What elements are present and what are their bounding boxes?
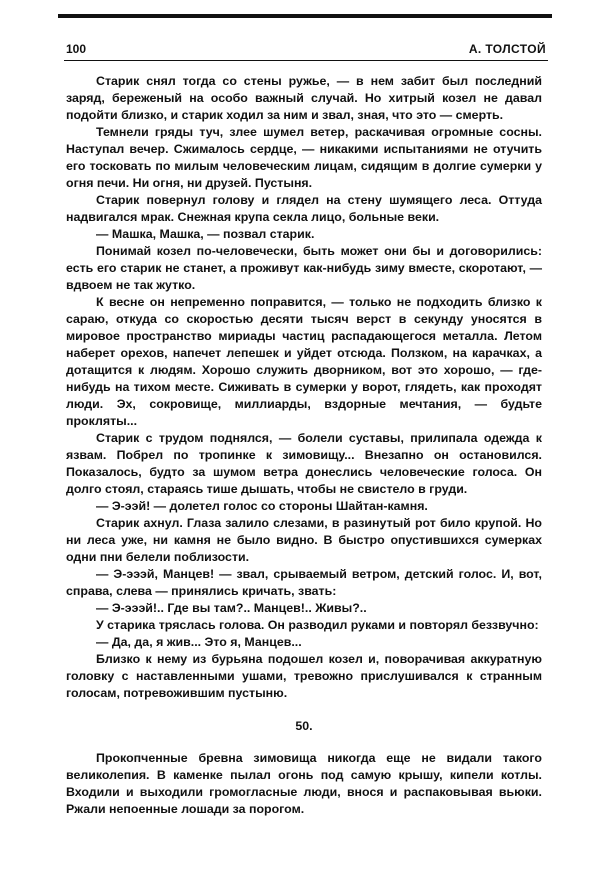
- top-page-rule: [58, 14, 552, 18]
- paragraph: — Э-ээй! — долетел голос со стороны Шайтан-камня.: [96, 499, 428, 513]
- paragraph: К весне он непременно поправится, — только не подходить близко к сараю, откуда со скоростью десяти тысяч верст в секунду уносятся в мировое пространство мириады частиц распадающегося металла. Летом наберет орехов, напечет лепешек и уйдет отсюда. Ползком, на карачках, а дотащится к людям. Хорошо служить дворником, вот это хорошо, — где-нибудь на тихом месте. Сиживать в сумерки у ворот, глядеть, как проходят люди. Эх, сокровище, миллиарды, вздорные мечтания, — будьте прокляты...: [66, 295, 542, 428]
- paragraph: — Машка, Машка, — позвал старик.: [96, 227, 315, 241]
- running-head: А. ТОЛСТОЙ: [468, 42, 546, 56]
- paragraph: — Да, да, я жив... Это я, Манцев...: [96, 635, 302, 649]
- paragraph: — Э-эээй, Манцев! — звал, срываемый ветром, детский голос. И, вот, справа, слева — принялись кричать, звать:: [66, 567, 542, 598]
- paragraph: Старик снял тогда со стены ружье, — в нем забит был последний заряд, береженый на особо важный случай. Но хитрый козел не давал подойти близко, и старик ходил за ним и звал, зная, что это — смерть.: [66, 74, 542, 122]
- paragraph: Старик с трудом поднялся, — болели суставы, прилипала одежда к язвам. Побрел по тропинке к зимовищу... Внезапно он остановился. Показалось, будто за шумом ветра донеслись человеческие голоса. Он долго стоял, стараясь тише дышать, чтобы не свистело в груди.: [66, 431, 542, 496]
- paragraph: У старика тряслась голова. Он разводил руками и повторял беззвучно:: [96, 618, 539, 632]
- paragraph: Близко к нему из бурьяна подошел козел и, поворачивая аккуратную головку с наставленными ушами, тревожно прислушивался к странным голосам, потревожившим пустыню.: [66, 652, 542, 700]
- paragraph: — Э-эээй!.. Где вы там?.. Манцев!.. Живы?..: [96, 601, 367, 615]
- section-number: 50.: [295, 719, 313, 733]
- paragraph: Понимай козел по-человечески, быть может они бы и договорились: есть его старик не станет, а проживут как-нибудь зиму вместе, скоротают, — вдвоем не так жутко.: [66, 244, 542, 292]
- paragraph: Старик повернул голову и глядел на стену шумящего леса. Оттуда надвигался мрак. Снежная крупа секла лицо, больные веки.: [66, 193, 542, 224]
- page-header: [66, 42, 546, 60]
- page-number: 100: [66, 42, 87, 56]
- section-paragraph: Прокопченные бревна зимовища никогда еще не видали такого великолепия. В каменке пылал огонь под самую крышу, кипели котлы. Входили и выходили громогласные люди, внося и распаковывая вьюки. Ржали непоенные лошади за порогом.: [66, 751, 542, 816]
- body-text: [66, 73, 542, 818]
- paragraph: Темнели гряды туч, злее шумел ветер, раскачивая огромные сосны. Наступал вечер. Сжималось сердце, — никакими испытаниями не отучить его тосковать по милым человеческим лицам, сидящим в долгие сумерки у огня печи. Ни огня, ни друзей. Пустыня.: [66, 125, 542, 190]
- paragraph: Старик ахнул. Глаза залило слезами, в разинутый рот било крупой. Но ни леса уже, ни камня не было видно. В быстро опустившихся сумерках одни пни белели поблизости.: [66, 516, 542, 564]
- header-rule: [64, 60, 548, 61]
